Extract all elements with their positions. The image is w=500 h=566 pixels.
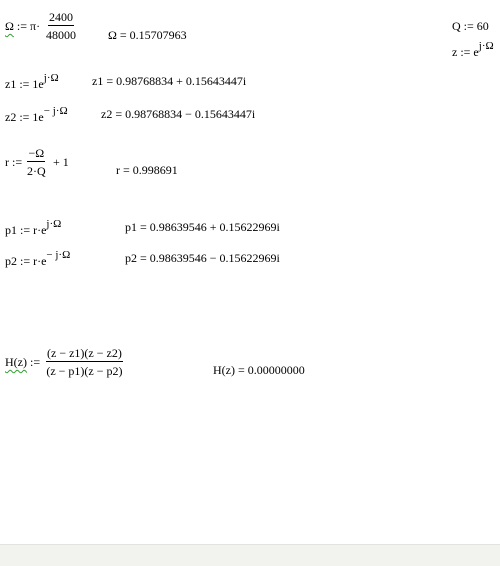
- z-definition[interactable]: [452, 40, 494, 59]
- h-definition[interactable]: [5, 356, 40, 368]
- z-exponent: j·Ω: [478, 40, 494, 52]
- omega-denominator: 48000: [46, 28, 76, 42]
- r-numerator: −Ω: [28, 146, 45, 160]
- z1-definition[interactable]: [5, 72, 59, 91]
- z2-definition[interactable]: [5, 105, 68, 124]
- z2-exponent: − j·Ω: [43, 105, 68, 117]
- omega-definition[interactable]: [5, 20, 40, 32]
- r-denominator: 2·Q: [27, 164, 46, 178]
- h-name: H(z): [5, 355, 27, 369]
- z2-lhs: z2 := 1e: [5, 110, 44, 124]
- z1-result[interactable]: z1 = 0.98768834 + 0.15643447i: [92, 74, 247, 88]
- omega-symbol: Ω: [5, 19, 14, 33]
- r-fraction: [27, 147, 46, 177]
- z-lhs: z := e: [452, 45, 479, 59]
- p2-exponent: − j·Ω: [46, 249, 71, 261]
- h-assign: :=: [29, 355, 41, 369]
- z2-result[interactable]: z2 = 0.98768834 − 0.15643447i: [101, 107, 256, 121]
- p1-exponent: j·Ω: [46, 218, 62, 230]
- z1-exponent: j·Ω: [43, 72, 59, 84]
- p1-definition[interactable]: [5, 218, 62, 237]
- z1-lhs: z1 := 1e: [5, 77, 44, 91]
- h-numerator: (z − z1)(z − z2): [47, 346, 122, 360]
- p2-result[interactable]: p2 = 0.98639546 − 0.15622969i: [125, 251, 280, 265]
- h-fraction: [46, 347, 123, 377]
- q-definition[interactable]: Q := 60: [452, 19, 489, 33]
- r-tail: + 1: [53, 155, 69, 169]
- p2-definition[interactable]: [5, 249, 71, 268]
- p1-lhs: p1 := r·e: [5, 223, 47, 237]
- h-denominator: (z − p1)(z − p2): [46, 364, 123, 378]
- h-result[interactable]: H(z) = 0.00000000: [213, 363, 305, 377]
- omega-fraction: [46, 11, 76, 41]
- omega-assign: := π·: [16, 19, 41, 33]
- p1-result[interactable]: p1 = 0.98639546 + 0.15622969i: [125, 220, 280, 234]
- r-lhs[interactable]: r :=: [5, 155, 23, 169]
- omega-result[interactable]: Ω = 0.15707963: [108, 28, 187, 42]
- r-result[interactable]: r = 0.998691: [116, 163, 178, 177]
- p2-lhs: p2 := r·e: [5, 254, 47, 268]
- status-bar: [0, 544, 500, 566]
- omega-numerator: 2400: [49, 10, 73, 24]
